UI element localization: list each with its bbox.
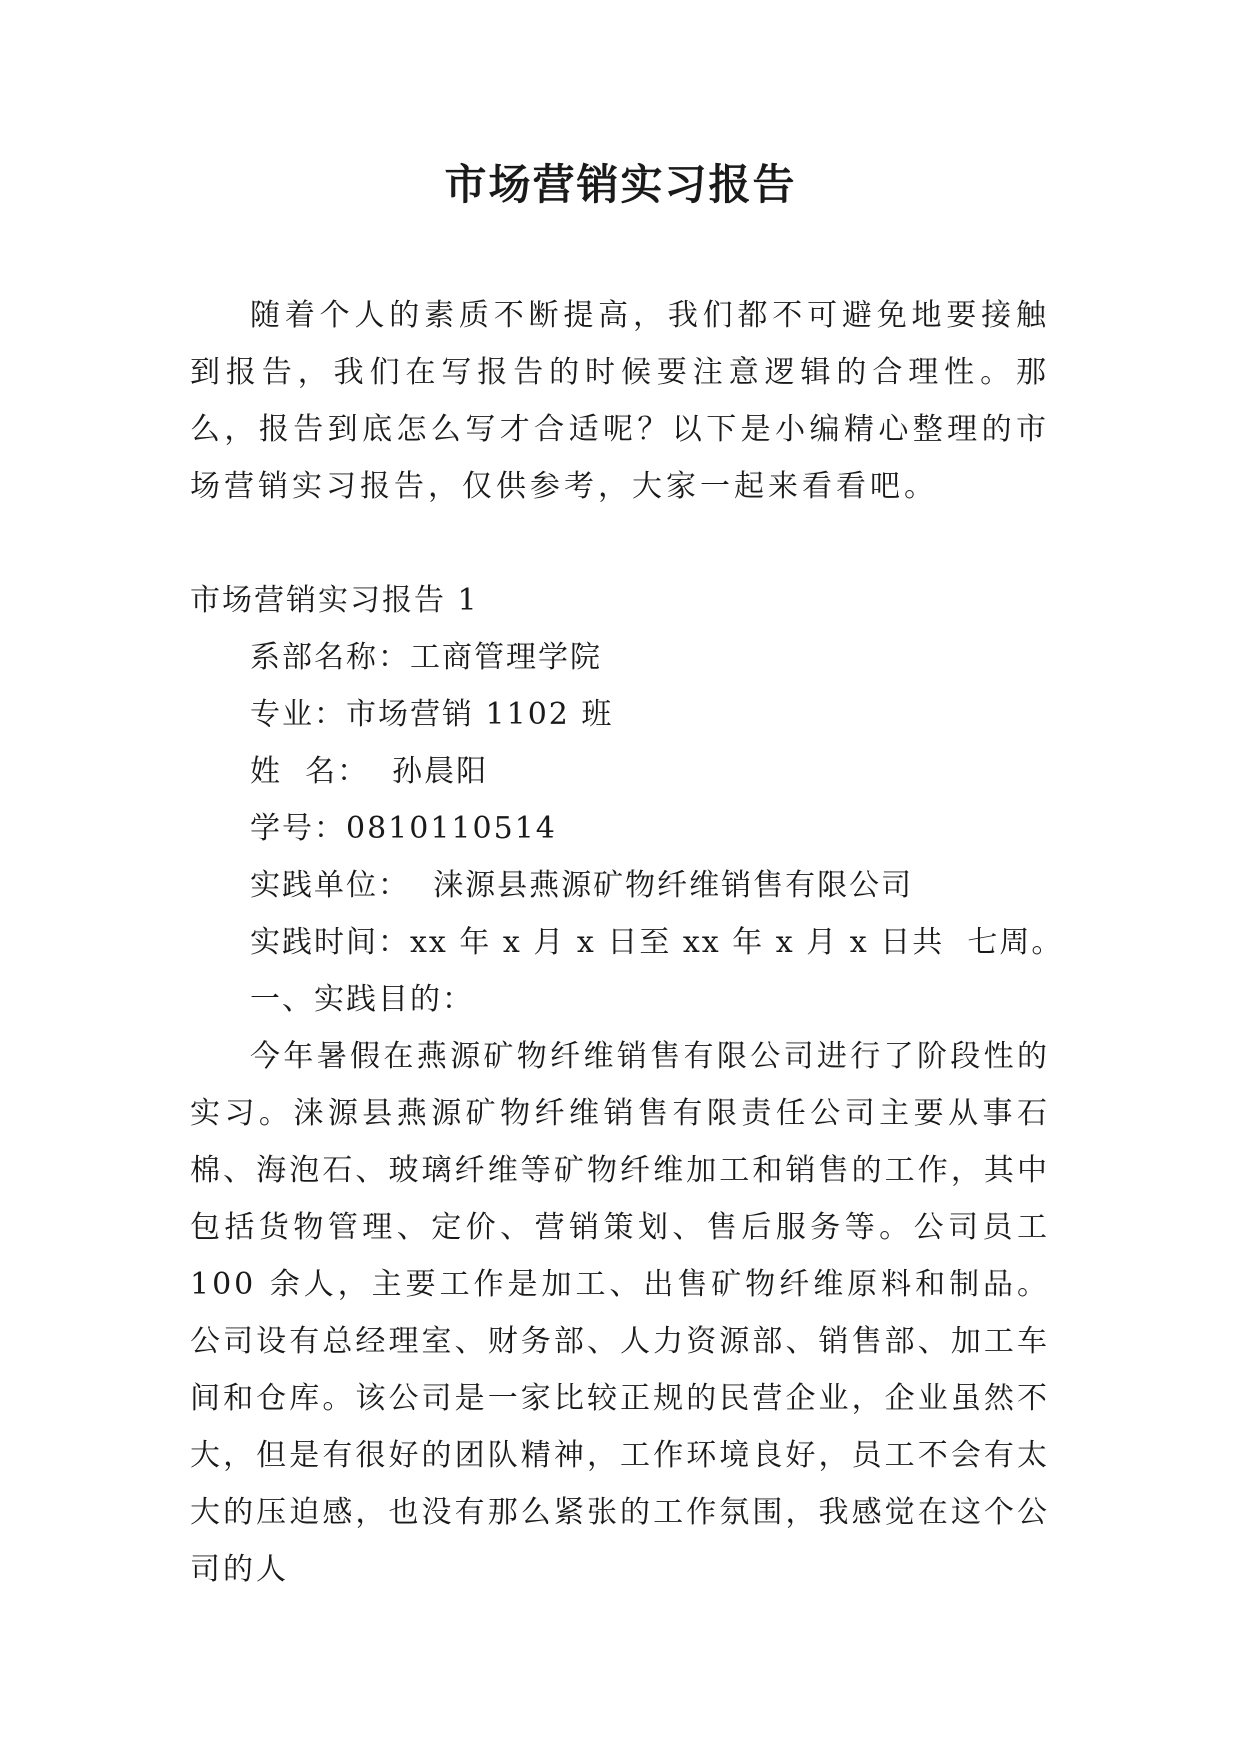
field-practice-unit: 实践单位： 涞源县燕源矿物纤维销售有限公司 <box>250 868 914 903</box>
section-title: 市场营销实习报告 1 <box>190 583 479 618</box>
field-major: 专业：市场营销 1102 班 <box>250 697 614 732</box>
document-title: 市场营销实习报告 <box>444 160 797 209</box>
body-paragraph: 今年暑假在燕源矿物纤维销售有限公司进行了阶段性的实习。涞源县燕源矿物纤维销售有限责任公司主要从事石棉、海泡石、玻璃纤维等矿物纤维加工和销售的工作，其中包括货物管理、定价、营销策划、售后服务等。公司员工 100 余人，主要工作是加工、出售矿物纤维原料和制品。公司设有总经理室、财务部、人力资源部、销售部、加工车间和仓库。该公司是一家比较正规的民营企业，企业虽然不大，但是有很好的团队精神，工作环境良好，员工不会有太大的压迫感，也没有那么紧张的工作氛围，我感觉在这个公司的人 <box>190 1039 1050 1587</box>
field-name: 姓 名： 孙晨阳 <box>250 754 489 789</box>
document-content <box>190 287 1064 1598</box>
field-department: 系部名称：工商管理学院 <box>250 640 602 675</box>
field-student-id: 学号：0810110514 <box>250 811 557 846</box>
field-practice-time: 实践时间：xx 年 x 月 x 日至 xx 年 x 月 x 日共 七周。 <box>250 925 1064 960</box>
intro-paragraph: 随着个人的素质不断提高，我们都不可避免地要接触到报告，我们在写报告的时候要注意逻辑的合理性。那么，报告到底怎么写才合适呢？以下是小编精心整理的市场营销实习报告，仅供参考，大家一起来看看吧。 <box>190 298 1050 504</box>
subheading-practice-purpose: 一、实践目的： <box>250 982 474 1017</box>
